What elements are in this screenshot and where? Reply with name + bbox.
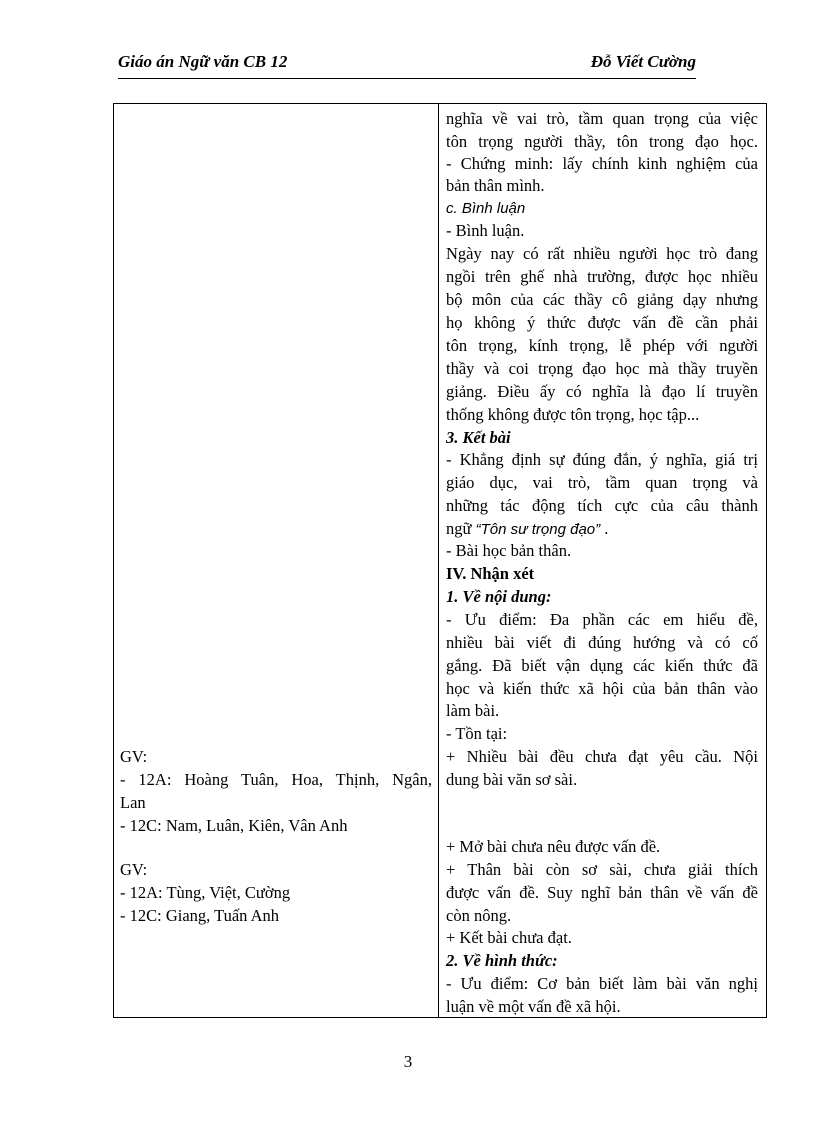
text-line: - Chứng minh: lấy chính kinh nghiệm của bbox=[446, 154, 758, 173]
text-line: - Ưu điểm: Đa phần các em hiểu đề, bbox=[446, 610, 758, 629]
text-span: . bbox=[600, 519, 609, 538]
text-line: + Nhiều bài đều chưa đạt yêu cầu. Nội bbox=[446, 747, 758, 766]
text-line: + Kết bài chưa đạt. bbox=[446, 928, 572, 947]
text-line: ngồi trên ghế nhà trường, được học nhiều bbox=[446, 267, 758, 286]
text-line: gắng. Đã biết vận dụng các kiến thức đã bbox=[446, 656, 758, 675]
text-line: - Bình luận. bbox=[446, 221, 525, 240]
text-line: học và kiến thức xã hội của bản thân vào bbox=[446, 679, 758, 698]
text-line: bộ môn của các thầy cô giảng dạy nhưng bbox=[446, 290, 758, 309]
student-list-12a: - 12A: Hoàng Tuân, Hoa, Thịnh, Ngân, bbox=[120, 770, 432, 789]
text-line: giảng. Điều ấy có nghĩa là đạo lí truyền bbox=[446, 382, 758, 401]
text-line: - Khẳng định sự đúng đắn, ý nghĩa, giá trị bbox=[446, 450, 758, 469]
page-header bbox=[118, 52, 696, 79]
lesson-table bbox=[113, 103, 767, 1018]
header-course-title: Giáo án Ngữ văn CB 12 bbox=[118, 52, 288, 71]
quoted-idiom: “Tôn sư trọng đạo” bbox=[475, 521, 601, 538]
text-line: Ngày nay có rất nhiều người học trò đang bbox=[446, 244, 758, 263]
text-line: những tác động tích cực của câu thành bbox=[446, 496, 758, 515]
student-list-12c: - 12C: Nam, Luân, Kiên, Vân Anh bbox=[120, 816, 348, 835]
student-list-12c: - 12C: Giang, Tuấn Anh bbox=[120, 906, 280, 925]
text-line bbox=[446, 519, 608, 540]
text-line: - Ưu điểm: Cơ bản biết làm bài văn nghị bbox=[446, 974, 758, 993]
gv-label: GV: bbox=[120, 747, 148, 766]
text-line: giáo dục, vai trò, tầm quan trọng và bbox=[446, 473, 758, 492]
text-line: bản thân mình. bbox=[446, 176, 545, 195]
section-heading-nhan-xet: IV. Nhận xét bbox=[446, 564, 535, 583]
text-line: - Tồn tại: bbox=[446, 724, 508, 743]
text-line: + Mở bài chưa nêu được vấn đề. bbox=[446, 837, 661, 856]
page-number: 3 bbox=[403, 1052, 413, 1071]
text-line: được vấn đề. Suy nghĩ bản thân về vấn đề bbox=[446, 883, 758, 902]
subheading-noi-dung: 1. Về nội dung: bbox=[446, 587, 552, 606]
text-line: tôn trọng, kính trọng, lễ phép với người bbox=[446, 336, 758, 355]
text-line: tôn trọng người thầy, tôn trong đạo học. bbox=[446, 132, 758, 151]
student-list-12a: - 12A: Tùng, Việt, Cường bbox=[120, 883, 291, 902]
text-line: nhiều bài viết đi đúng hướng và có cố bbox=[446, 633, 758, 652]
subheading-hinh-thuc: 2. Về hình thức: bbox=[446, 951, 558, 970]
header-author: Đỗ Viết Cường bbox=[590, 52, 696, 71]
text-line: thầy và coi trọng đạo học mà thầy truyền bbox=[446, 359, 758, 378]
text-line: làm bài. bbox=[446, 701, 500, 720]
text-line: + Thân bài còn sơ sài, chưa giải thích bbox=[446, 860, 758, 879]
text-line: còn nông. bbox=[446, 906, 512, 925]
text-line: - Bài học bản thân. bbox=[446, 541, 572, 560]
text-line: thống không được tôn trọng, học tập... bbox=[446, 405, 700, 424]
text-span: ngữ bbox=[446, 519, 476, 538]
teacher-notes-column bbox=[114, 104, 439, 1017]
text-line: nghĩa về vai trò, tầm quan trọng của việc bbox=[446, 109, 758, 128]
gv-label: GV: bbox=[120, 860, 148, 879]
section-heading-binh-luan: c. Bình luận bbox=[446, 200, 526, 217]
text-line: dung bài văn sơ sài. bbox=[446, 770, 578, 789]
text-line: họ không ý thức được vấn đề cần phải bbox=[446, 313, 758, 332]
text-line: luận về một vấn đề xã hội. bbox=[446, 997, 621, 1016]
student-list-12a-cont: Lan bbox=[120, 793, 146, 812]
section-heading-ket-bai: 3. Kết bài bbox=[446, 428, 511, 447]
lesson-content-column bbox=[439, 104, 766, 1017]
